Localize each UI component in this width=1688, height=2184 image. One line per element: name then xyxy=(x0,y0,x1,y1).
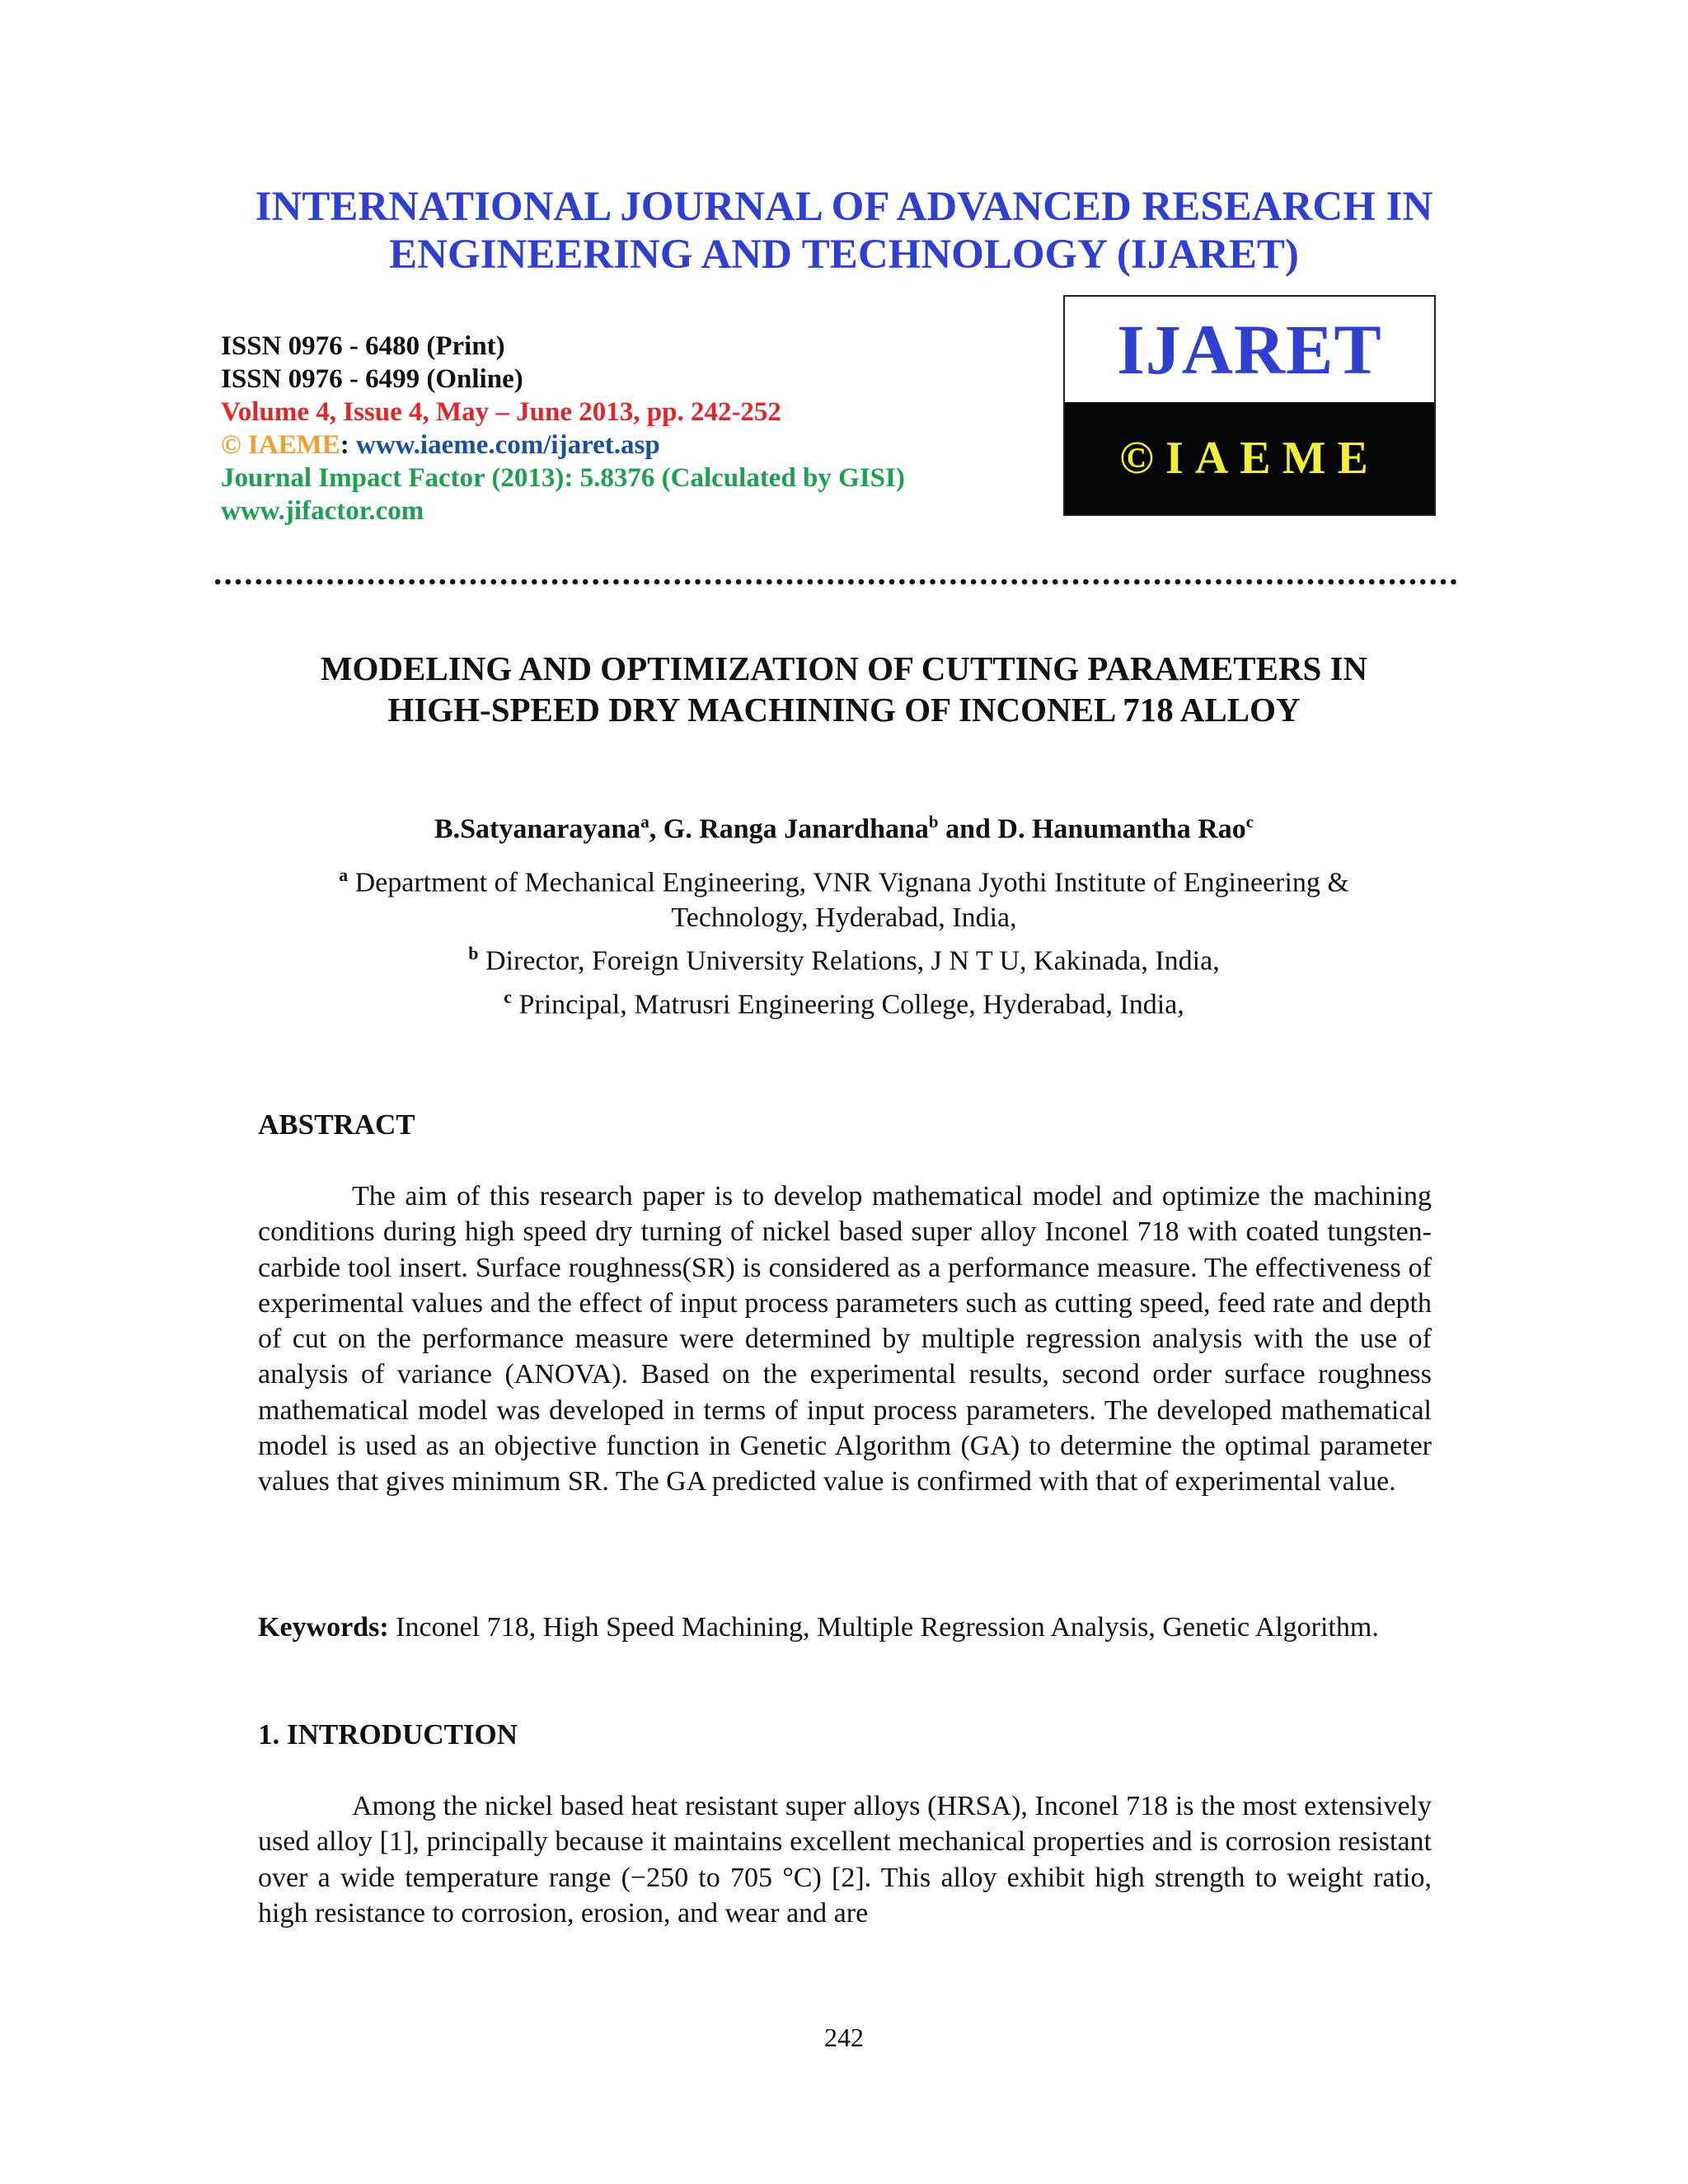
abstract-heading: ABSTRACT xyxy=(258,1108,415,1141)
affiliation-text-cont: Technology, Hyderabad, India, xyxy=(671,902,1017,934)
affiliation-item xyxy=(0,935,1688,978)
journal-title-line2: ENGINEERING AND TECHNOLOGY (IJARET) xyxy=(389,232,1299,278)
page-number: 242 xyxy=(824,2022,864,2052)
author-sup: a xyxy=(640,812,649,832)
impact-factor: Journal Impact Factor (2013): 5.8376 (Calculated by GISI) xyxy=(221,463,905,493)
paper-title-line2: HIGH-SPEED DRY MACHINING OF INCONEL 718 ALLOY xyxy=(387,691,1301,729)
abstract-text: The aim of this research paper is to develop mathematical model and optimize the machining conditions during high speed dry turning of nickel based super alloy Inconel 718 with coated tungsten-carbide tool insert. Surface roughness(SR) is considered as a performance measure. The effectiveness of experimental values and the effect of input process parameters such as cutting speed, feed rate and depth of cut on the performance measure were determined by multiple regression analysis with the use of analysis of variance (ANOVA). Based on the experimental results, second order surface roughness mathematical model was developed in terms of input process parameters. The developed mathematical model is used as an objective function in Genetic Algorithm (GA) to determine the optimal parameter values that gives minimum SR. The GA predicted value is confirmed with that of experimental value. xyxy=(258,1181,1432,1497)
dotted-divider xyxy=(213,579,1457,585)
logo-top-text: IJARET xyxy=(1117,310,1382,389)
iaeme-sep: : xyxy=(340,430,349,460)
iaeme-label: © IAEME xyxy=(221,430,340,460)
affiliation-text: Department of Mechanical Engineering, VNR Vignana Jyothi Institute of Engineering & xyxy=(354,867,1349,898)
introduction-heading: 1. INTRODUCTION xyxy=(258,1718,518,1750)
volume-info: Volume 4, Issue 4, May – June 2013, pp. 242-252 xyxy=(221,397,781,427)
logo-bottom-text: ©IAEME xyxy=(1065,402,1434,514)
keywords-text: Inconel 718, High Speed Machining, Multiple Regression Analysis, Genetic Algorithm. xyxy=(396,1612,1379,1643)
abstract-body xyxy=(258,1179,1432,1500)
website-link[interactable]: www.iaeme.com/ijaret.asp xyxy=(356,430,660,460)
affiliation-item xyxy=(0,979,1688,1022)
author-sup: b xyxy=(928,812,939,832)
author-sep: and xyxy=(938,813,998,845)
introduction-text: Among the nickel based heat resistant super alloys (HRSA), Inconel 718 is the most extensively used alloy [1], principally because it maintains excellent mechanical properties and is corrosion resistant over a wide temperature range (−250 to 705 °C) [2]. This alloy exhibit high strength to weight ratio, high resistance to corrosion, erosion, and wear and are xyxy=(258,1791,1432,1929)
issn-print: ISSN 0976 - 6480 (Print) xyxy=(221,331,505,361)
introduction-body xyxy=(258,1788,1432,1931)
affiliation-item xyxy=(0,857,1688,900)
journal-title-line1: INTERNATIONAL JOURNAL OF ADVANCED RESEARCH IN xyxy=(255,184,1433,230)
author-name: D. Hanumantha Rao xyxy=(997,813,1246,845)
paper-title xyxy=(0,648,1688,730)
jifactor-link[interactable]: www.jifactor.com xyxy=(221,496,424,526)
iaeme-line xyxy=(221,429,905,462)
author-list xyxy=(0,804,1688,847)
paper-title-line1: MODELING AND OPTIMIZATION OF CUTTING PARAMETERS IN xyxy=(320,649,1368,687)
affiliation-text: Director, Foreign University Relations, J N T U, Kakinada, India, xyxy=(485,945,1220,977)
issn-online: ISSN 0976 - 6499 (Online) xyxy=(221,364,523,394)
author-name: G. Ranga Janardhana xyxy=(663,813,929,845)
author-name: B.Satyanarayana xyxy=(434,813,641,845)
affiliation-sup: c xyxy=(504,986,512,1007)
keywords-label: Keywords: xyxy=(258,1612,389,1643)
journal-info xyxy=(221,330,905,527)
keywords xyxy=(258,1610,1432,1645)
journal-title xyxy=(0,183,1688,279)
author-sep: , xyxy=(649,813,663,845)
author-sup: c xyxy=(1245,812,1254,832)
affiliation-text: Principal, Matrusri Engineering College, Hyderabad, India, xyxy=(518,988,1184,1019)
affiliation-sup: a xyxy=(339,865,349,885)
affiliations xyxy=(0,857,1688,1022)
affiliation-sup: b xyxy=(468,943,479,964)
ijaret-logo xyxy=(1063,295,1436,516)
